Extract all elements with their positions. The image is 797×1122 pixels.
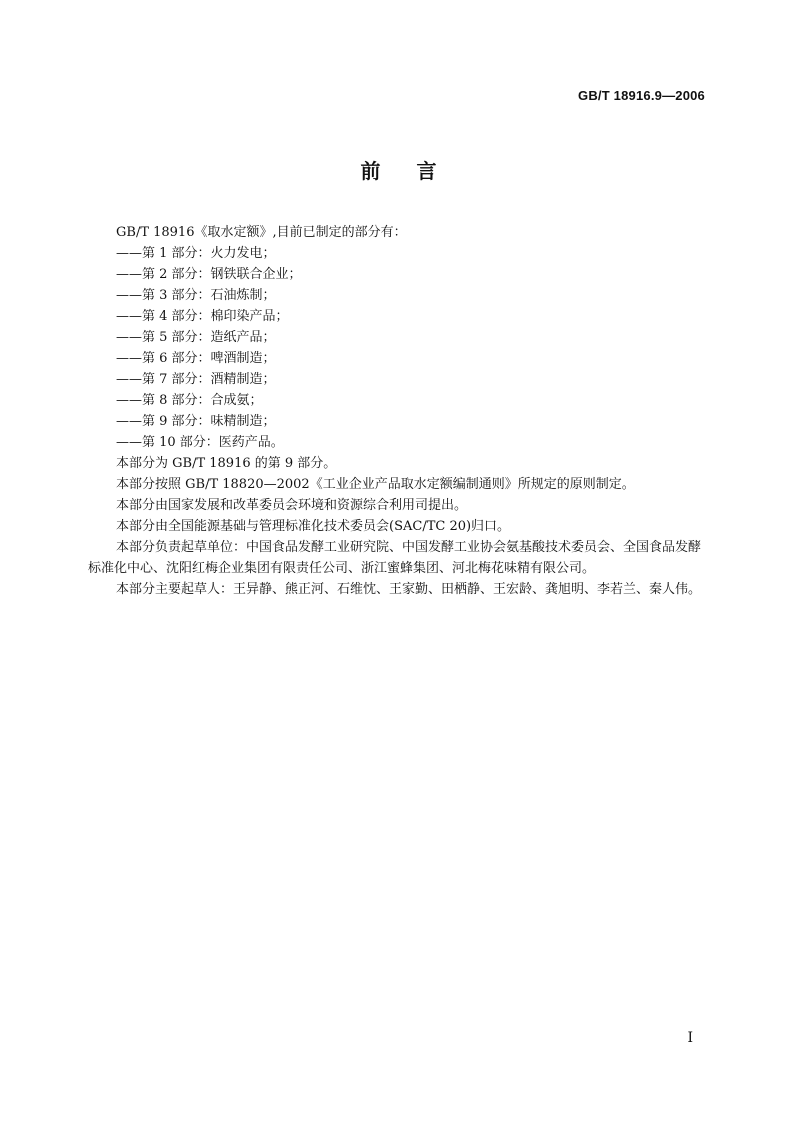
list-item: ——第 4 部分：棉印染产品； xyxy=(116,309,289,324)
list-item: ——第 9 部分：味精制造； xyxy=(116,414,276,429)
list-item: ——第 8 部分：合成氨； xyxy=(116,393,263,408)
drafters-paragraph: 本部分主要起草人：王异静、熊正河、石维忱、王家勤、田栖静、王宏龄、龚旭明、李若兰、秦人伟。 xyxy=(116,582,702,597)
list-item: ——第 2 部分：钢铁联合企业； xyxy=(116,267,302,282)
list-item: ——第 6 部分：啤酒制造； xyxy=(116,351,276,366)
list-item: ——第 3 部分：石油炼制； xyxy=(116,288,276,303)
list-item: ——第 1 部分：火力发电； xyxy=(116,246,276,261)
page-number: I xyxy=(687,1030,693,1046)
page-title: 前言 xyxy=(360,159,473,183)
parts-list xyxy=(88,243,708,453)
responsible-committee-paragraph: 本部分由全国能源基础与管理标准化技术委员会(SAC/TC 20)归口。 xyxy=(116,519,511,534)
proposer-paragraph: 本部分由国家发展和改革委员会环境和资源综合利用司提出。 xyxy=(116,498,468,513)
intro-paragraph: GB/T 18916《取水定额》,目前已制定的部分有： xyxy=(116,225,407,240)
list-item: ——第 7 部分：酒精制造； xyxy=(116,372,276,387)
part-statement-paragraph: 本部分为 GB/T 18916 的第 9 部分。 xyxy=(116,456,337,471)
drafting-units-paragraph: 本部分负责起草单位：中国食品发酵工业研究院、中国发酵工业协会氨基酸技术委员会、全国食品发酵标准化中心、沈阳红梅企业集团有限责任公司、浙江蜜蜂集团、河北梅花味精有限公司。 xyxy=(88,540,702,576)
list-item: ——第 5 部分：造纸产品； xyxy=(116,330,276,345)
standard-number: GB/T 18916.9—2006 xyxy=(578,88,705,103)
list-item: ——第 10 部分：医药产品。 xyxy=(116,435,284,450)
drafting-basis-paragraph: 本部分按照 GB/T 18820—2002《工业企业产品取水定额编制通则》所规定的原则制定。 xyxy=(116,477,635,492)
foreword-body xyxy=(88,222,708,600)
